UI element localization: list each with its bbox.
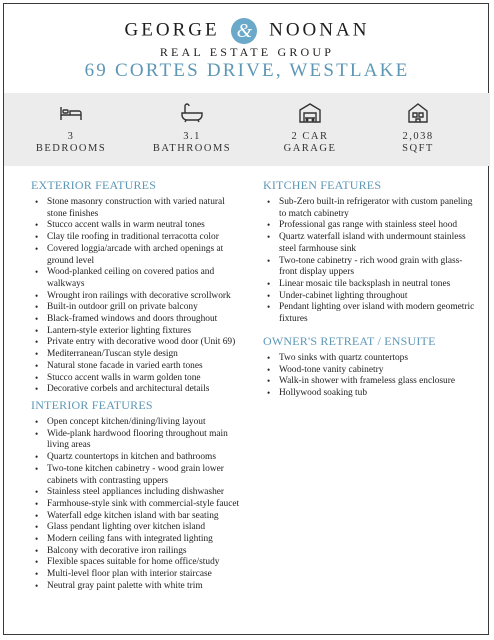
kitchen-features-list bbox=[263, 197, 475, 326]
list-item: • Linear mosaic tile backsplash in neutral tones bbox=[263, 279, 475, 291]
stat-garage-text bbox=[255, 131, 365, 155]
list-item: • Quartz waterfall island with undermount stainless steel farmhouse sink bbox=[263, 232, 475, 255]
owners-retreat-title: OWNER'S RETREAT / ENSUITE bbox=[263, 334, 436, 348]
list-item: • Multi-level floor plan with interior staircase bbox=[31, 569, 243, 581]
list-item: • Stone masonry construction with varied natural stone finishes bbox=[31, 197, 243, 220]
ampersand-emblem: & bbox=[231, 18, 257, 44]
list-item: • Two-tone kitchen cabinetry - wood grain lower cabinets with contrasting uppers bbox=[31, 464, 243, 487]
bed-icon bbox=[59, 101, 83, 125]
list-item: • Wrought iron railings with decorative scrollwork bbox=[31, 291, 243, 303]
list-item: • Clay tile roofing in traditional terracotta color bbox=[31, 232, 243, 244]
list-item: • Built-in outdoor grill on private balcony bbox=[31, 302, 243, 314]
list-item: • Under-cabinet lighting throughout bbox=[263, 291, 475, 303]
stat-bathrooms-text bbox=[137, 131, 247, 155]
brand-name-left: GEORGE bbox=[124, 19, 220, 41]
interior-features-title: INTERIOR FEATURES bbox=[31, 398, 153, 412]
list-item: • Two sinks with quartz countertops bbox=[263, 353, 475, 365]
exterior-features-list bbox=[31, 197, 243, 396]
list-item: • Sub-Zero built-in refrigerator with custom paneling to match cabinetry bbox=[263, 197, 475, 220]
stat-label: BATHROOMS bbox=[152, 143, 232, 154]
list-item: • Farmhouse-style sink with commercial-style faucet bbox=[31, 499, 243, 511]
list-item: • Flexible spaces suitable for home office/study bbox=[31, 557, 243, 569]
list-item: • Stucco accent walls in warm golden tone bbox=[31, 373, 243, 385]
list-item: • Wood-planked ceiling on covered patios and walkways bbox=[31, 267, 243, 290]
bathtub-icon bbox=[180, 101, 204, 125]
stat-value: 2,038 bbox=[402, 131, 434, 142]
stat-value: 2 CAR bbox=[291, 131, 329, 142]
list-item: • Decorative corbels and architectural details bbox=[31, 384, 243, 396]
list-item: • Stainless steel appliances including dishwasher bbox=[31, 487, 243, 499]
stat-value: 3 bbox=[67, 131, 75, 142]
list-item: • Private entry with decorative wood door (Unit 69) bbox=[31, 337, 243, 349]
stat-value: 3.1 bbox=[183, 131, 201, 142]
stat-label: GARAGE bbox=[283, 143, 337, 154]
brand-name-right: NOONAN bbox=[269, 19, 370, 41]
list-item: • Black-framed windows and doors throughout bbox=[31, 314, 243, 326]
list-item: • Waterfall edge kitchen island with bar seating bbox=[31, 511, 243, 523]
list-item: • Walk-in shower with frameless glass enclosure bbox=[263, 376, 475, 388]
stat-label: BEDROOMS bbox=[35, 143, 107, 154]
list-item: • Balcony with decorative iron railings bbox=[31, 546, 243, 558]
list-item: • Covered loggia/arcade with arched openings at ground level bbox=[31, 244, 243, 267]
list-item: • Mediterranean/Tuscan style design bbox=[31, 349, 243, 361]
list-item: • Glass pendant lighting over kitchen island bbox=[31, 522, 243, 534]
interior-features-list bbox=[31, 417, 243, 593]
stat-sqft-text bbox=[363, 131, 473, 155]
list-item: • Hollywood soaking tub bbox=[263, 388, 475, 400]
brand-name bbox=[0, 18, 494, 44]
stats-band bbox=[4, 93, 490, 166]
kitchen-features-title: KITCHEN FEATURES bbox=[263, 178, 382, 192]
brand-subtitle: REAL ESTATE GROUP bbox=[159, 45, 335, 59]
list-item: • Modern ceiling fans with integrated lighting bbox=[31, 534, 243, 546]
list-item: • Wood-tone vanity cabinetry bbox=[263, 365, 475, 377]
property-address: 69 CORTES DRIVE, WESTLAKE bbox=[84, 60, 410, 81]
list-item: • Open concept kitchen/dining/living layout bbox=[31, 417, 243, 429]
list-item: • Neutral gray paint palette with white trim bbox=[31, 581, 243, 593]
garage-icon bbox=[298, 101, 322, 125]
list-item: • Wide-plank hardwood flooring throughout main living areas bbox=[31, 429, 243, 452]
owners-retreat-list bbox=[263, 353, 475, 400]
list-item: • Lantern-style exterior lighting fixtures bbox=[31, 326, 243, 338]
list-item: • Pendant lighting over island with modern geometric fixtures bbox=[263, 302, 475, 325]
house-icon bbox=[406, 101, 430, 125]
list-item: • Quartz countertops in kitchen and bathrooms bbox=[31, 452, 243, 464]
list-item: • Stucco accent walls in warm neutral tones bbox=[31, 220, 243, 232]
stat-label: SQFT bbox=[402, 143, 434, 154]
exterior-features-title: EXTERIOR FEATURES bbox=[31, 178, 157, 192]
stat-bedrooms-text bbox=[16, 131, 126, 155]
list-item: • Natural stone facade in varied earth tones bbox=[31, 361, 243, 373]
brand-logo bbox=[0, 18, 494, 60]
list-item: • Two-tone cabinetry - rich wood grain with glass-front display uppers bbox=[263, 256, 475, 279]
list-item: • Professional gas range with stainless steel hood bbox=[263, 220, 475, 232]
